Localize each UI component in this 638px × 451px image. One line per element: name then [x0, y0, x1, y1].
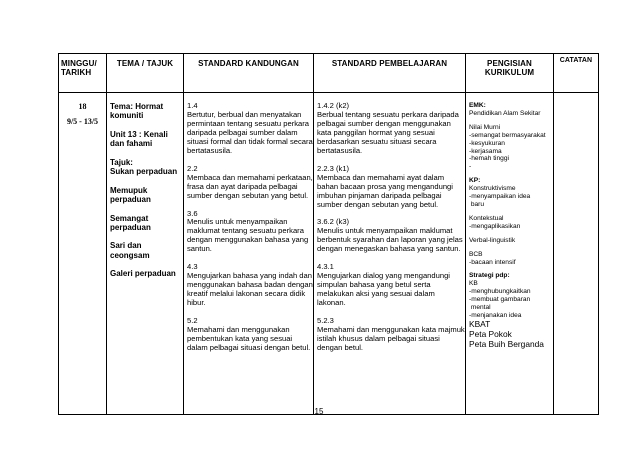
- nilai-item: -kesyukuran: [469, 139, 505, 147]
- strategi-item: -menghubungkaitkan: [469, 288, 531, 296]
- kandungan-text: Mengujarkan bahasa yang indah dan menggunakan bahasa badan dengan kreatif melalui lakonan secara didik hibur.: [187, 271, 313, 308]
- bcb-item: BCB: [469, 250, 483, 258]
- kbat-item: KBAT: [469, 318, 491, 329]
- kbat-item: Peta Buih Berganda: [469, 338, 544, 349]
- kontekstual-item: Kontekstual: [469, 214, 504, 222]
- tema-label: Tema: [110, 102, 131, 111]
- pengisian-cell: [466, 93, 554, 415]
- strategi-item: -membuat gambaran: [469, 296, 531, 304]
- tajuk-value: Sukan perpaduan: [110, 167, 178, 177]
- tema-item: Semangat perpaduan: [110, 213, 151, 232]
- nilai-item: -hemah tinggi: [469, 155, 509, 163]
- kandungan-item: [187, 210, 313, 255]
- pembelajaran-item: [317, 102, 465, 156]
- nilai-item: -: [469, 163, 472, 171]
- pembelajaran-item: [317, 263, 465, 308]
- tema-cell: [107, 93, 184, 415]
- kandungan-item: [187, 102, 313, 156]
- pembelajaran-text: Memahami dan menggunakan kata majmuk istilah khusus dalam pelbagai situasi dengan betul.: [317, 325, 465, 352]
- tajuk-label: Tajuk:: [110, 157, 133, 167]
- header-kandungan: STANDARD KANDUNGAN: [184, 54, 314, 93]
- lesson-plan-table: [58, 53, 599, 415]
- header-minggu: MINGGU/ TARIKH: [59, 54, 107, 93]
- strategi-item: KB: [469, 280, 478, 288]
- kandungan-text: Memahami dan menggunakan pembentukan kata yang sesuai dalam pelbagai situasi dengan betul.: [187, 325, 311, 352]
- kp-item: Konstruktivisme: [469, 185, 516, 193]
- tajuk-line: [110, 158, 183, 177]
- verbal-item: Verbal-linguistik: [469, 236, 516, 244]
- kandungan-code: 1.4: [187, 101, 198, 110]
- pembelajaran-cell: [314, 93, 466, 415]
- week-dates: 9/5 - 13/5: [66, 117, 99, 127]
- strategi-item: mental: [469, 304, 491, 312]
- kp-item: -menyampaikan idea: [469, 193, 531, 201]
- tema-item: Galeri perpaduan: [110, 269, 176, 279]
- pembelajaran-item: [317, 218, 465, 254]
- kandungan-text: Bertutur, berbual dan menyatakan permintaan tentang sesuatu perkara daripada pelbagai sumber dalam situasi formal dan tidak formal secara bertatasusila.: [187, 109, 313, 155]
- unit-line: Unit 13 : Kenali dan fahami: [110, 129, 168, 149]
- kontekstual-item: -mengaplikasikan: [469, 222, 521, 230]
- kandungan-item: [187, 317, 313, 353]
- pembelajaran-text: Berbual tentang sesuatu perkara daripada pelbagai sumber dengan menggunakan kata panggilan hormat yang sesuai berdasarkan sesuatu situasi secara bertatasusila.: [317, 109, 459, 155]
- bcb-item: -bacaan intensif: [469, 258, 516, 266]
- kandungan-code: 2.2: [187, 163, 198, 173]
- pembelajaran-code: 4.3.1: [317, 262, 334, 272]
- pembelajaran-text: Menulis untuk menyampaikan maklumat berbentuk syarahan dan laporan yang jelas dengan menegaskan bahasa yang santun.: [317, 226, 463, 254]
- kandungan-code: 3.6: [187, 208, 198, 218]
- nilai-label: Nilai Murni: [469, 123, 501, 131]
- kandungan-code: 4.3: [187, 262, 198, 272]
- strategi-item: -menjanakan idea: [469, 311, 522, 319]
- tema-item: Memupuk perpaduan: [110, 185, 151, 205]
- pembelajaran-code: 2.2.3 (k1): [317, 163, 350, 173]
- kandungan-item: [187, 263, 313, 308]
- header-row: [59, 54, 599, 93]
- catatan-cell: [554, 93, 599, 415]
- tema-item: Sari dan ceongsam: [110, 241, 150, 260]
- strategi-label: Strategi pdp:: [469, 272, 510, 280]
- kandungan-cell: [184, 93, 314, 415]
- tema-value: : Hormat komuniti: [110, 102, 164, 121]
- kandungan-text: Membaca dan memahami perkataan, frasa dan ayat daripada pelbagai sumber dengan sebutan yang betul.: [187, 172, 313, 200]
- kp-label: KP:: [469, 177, 481, 185]
- tema-line: [110, 102, 183, 121]
- emk-value: Pendidikan Alam Sekitar: [469, 109, 541, 117]
- header-catatan: CATATAN: [554, 54, 599, 93]
- pembelajaran-code: 3.6.2 (k3): [317, 217, 350, 227]
- kandungan-text: Menulis untuk menyampaikan maklumat tentang sesuatu perkara dengan menggunakan bahasa yang santun.: [187, 217, 309, 254]
- header-tema: TEMA / TAJUK: [107, 54, 184, 93]
- lesson-plan-sheet: [58, 53, 598, 415]
- header-pengisian: PENGISIAN KURIKULUM: [466, 54, 554, 93]
- pembelajaran-item: [317, 317, 465, 353]
- nilai-item: -kerjasama: [469, 147, 502, 155]
- emk-label: EMK:: [469, 102, 486, 109]
- pembelajaran-text: Membaca dan memahami ayat dalam bahan bacaan prosa yang mengandungi imbuhan pinjaman daripada pelbagai sumber dengan sebutan yang betul.: [317, 172, 453, 209]
- pembelajaran-code: 1.4.2 (k2): [317, 101, 350, 110]
- pembelajaran-text: Mengujarkan dialog yang mengandungi simpulan bahasa yang betul serta melakukan aksi yang sesuai dalam lakonan.: [317, 271, 450, 308]
- week-number: 18: [78, 102, 87, 111]
- page-number: 15: [314, 407, 324, 416]
- week-row: [59, 93, 599, 415]
- nilai-item: -semangat bermasyarakat: [469, 131, 546, 139]
- kandungan-item: [187, 165, 313, 201]
- kbat-item: Peta Pokok: [469, 328, 512, 339]
- header-pembelajaran: STANDARD PEMBELAJARAN: [314, 54, 466, 93]
- minggu-cell: [59, 93, 107, 415]
- pembelajaran-item: [317, 165, 465, 210]
- kandungan-code: 5.2: [187, 316, 198, 326]
- pembelajaran-code: 5.2.3: [317, 316, 334, 326]
- kp-item: baru: [469, 200, 485, 208]
